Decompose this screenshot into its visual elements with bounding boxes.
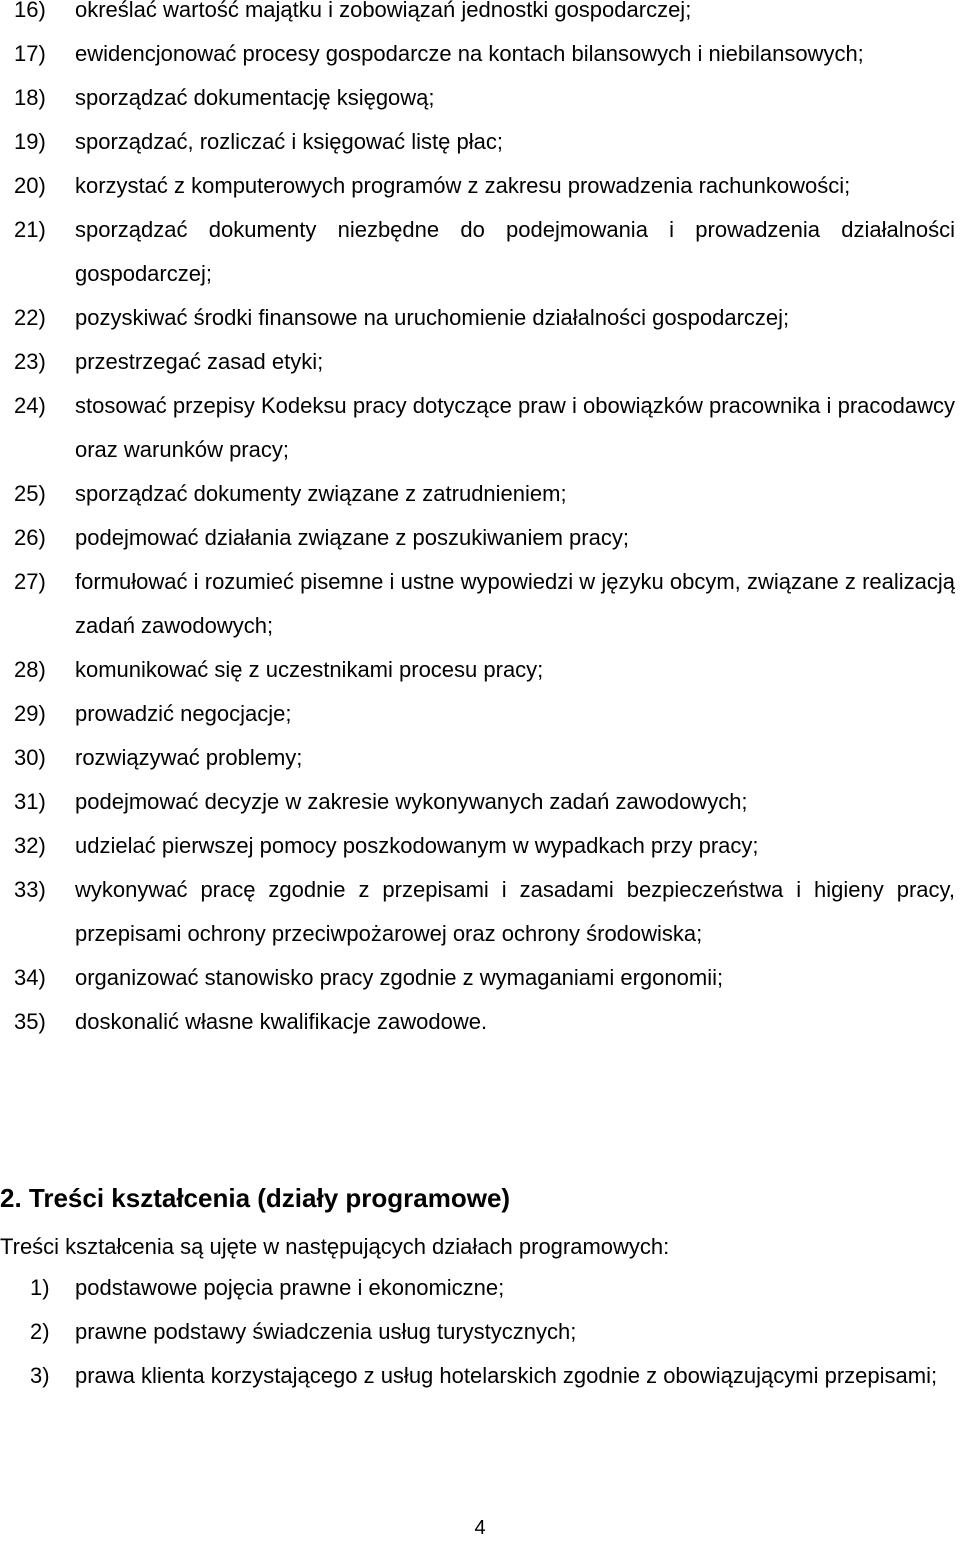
list-item <box>0 208 960 296</box>
item-number: 20) <box>14 173 46 198</box>
item-number: 27) <box>14 569 46 594</box>
item-number: 21) <box>14 217 46 242</box>
item-number: 35) <box>14 1009 46 1034</box>
item-number: 18) <box>14 85 46 110</box>
list-item <box>0 384 960 472</box>
program-sections-list <box>0 1266 960 1398</box>
item-number: 3) <box>30 1363 50 1388</box>
item-text: prawa klienta korzystającego z usług hotelarskich zgodnie z obowiązującymi przepisami; <box>75 1363 938 1388</box>
item-text: sporządzać dokumenty niezbędne do podejmowania i prowadzenia działalności gospodarczej; <box>75 217 955 286</box>
list-item <box>0 868 960 956</box>
item-text: korzystać z komputerowych programów z zakresu prowadzenia rachunkowości; <box>75 173 851 198</box>
list-item <box>0 296 960 340</box>
item-number: 16) <box>14 0 46 22</box>
item-text: podejmować działania związane z poszukiwaniem pracy; <box>75 525 629 550</box>
item-text: doskonalić własne kwalifikacje zawodowe. <box>75 1009 488 1034</box>
item-text: stosować przepisy Kodeksu pracy dotyczące praw i obowiązków pracownika i pracodawcy oraz warunków pracy; <box>75 393 955 462</box>
item-number: 30) <box>14 745 46 770</box>
list-item <box>0 560 960 648</box>
page-number: 4 <box>474 1517 486 1539</box>
list-item <box>0 1354 960 1398</box>
list-item <box>0 692 960 736</box>
list-item <box>0 164 960 208</box>
item-number: 17) <box>14 41 46 66</box>
item-number: 24) <box>14 393 46 418</box>
item-text: formułować i rozumieć pisemne i ustne wypowiedzi w języku obcym, związane z realizacją zadań zawodowych; <box>75 569 955 638</box>
list-item <box>0 1000 960 1044</box>
section-heading: 2. Treści kształcenia (działy programowe) <box>0 1183 511 1213</box>
item-text: ewidencjonować procesy gospodarcze na kontach bilansowych i niebilansowych; <box>75 41 864 66</box>
item-number: 25) <box>14 481 46 506</box>
item-text: organizować stanowisko pracy zgodnie z wymaganiami ergonomii; <box>75 965 724 990</box>
list-item <box>0 956 960 1000</box>
list-item <box>0 76 960 120</box>
item-number: 22) <box>14 305 46 330</box>
item-number: 34) <box>14 965 46 990</box>
item-number: 28) <box>14 657 46 682</box>
item-text: przestrzegać zasad etyki; <box>75 349 324 374</box>
list-item <box>0 340 960 384</box>
list-item <box>0 780 960 824</box>
list-item <box>0 32 960 76</box>
item-text: wykonywać pracę zgodnie z przepisami i zasadami bezpieczeństwa i higieny pracy, przepisami ochrony przeciwpożarowej oraz ochrony środowiska; <box>75 877 955 946</box>
list-item <box>0 648 960 692</box>
item-number: 26) <box>14 525 46 550</box>
list-item <box>0 472 960 516</box>
list-item <box>0 0 960 32</box>
item-text: sporządzać dokumenty związane z zatrudnieniem; <box>75 481 567 506</box>
item-text: komunikować się z uczestnikami procesu pracy; <box>75 657 544 682</box>
item-text: prawne podstawy świadczenia usług turystycznych; <box>75 1319 577 1344</box>
item-text: rozwiązywać problemy; <box>75 745 303 770</box>
section-intro: Treści kształcenia są ujęte w następujących działach programowych: <box>0 1234 670 1259</box>
list-item <box>0 120 960 164</box>
item-number: 2) <box>30 1319 50 1344</box>
item-number: 31) <box>14 789 46 814</box>
item-number: 32) <box>14 833 46 858</box>
list-item <box>0 824 960 868</box>
list-item <box>0 736 960 780</box>
item-number: 19) <box>14 129 46 154</box>
item-text: podejmować decyzje w zakresie wykonywanych zadań zawodowych; <box>75 789 748 814</box>
item-text: udzielać pierwszej pomocy poszkodowanym w wypadkach przy pracy; <box>75 833 759 858</box>
item-text: prowadzić negocjacje; <box>75 701 292 726</box>
item-text: podstawowe pojęcia prawne i ekonomiczne; <box>75 1275 505 1300</box>
list-item <box>0 516 960 560</box>
item-number: 23) <box>14 349 46 374</box>
item-number: 29) <box>14 701 46 726</box>
item-number: 33) <box>14 877 46 902</box>
item-text: określać wartość majątku i zobowiązań jednostki gospodarczej; <box>75 0 692 22</box>
item-text: pozyskiwać środki finansowe na uruchomienie działalności gospodarczej; <box>75 305 790 330</box>
list-item <box>0 1266 960 1310</box>
item-text: sporządzać, rozliczać i księgować listę płac; <box>75 129 503 154</box>
list-item <box>0 1310 960 1354</box>
item-number: 1) <box>30 1275 50 1300</box>
item-text: sporządzać dokumentację księgową; <box>75 85 435 110</box>
